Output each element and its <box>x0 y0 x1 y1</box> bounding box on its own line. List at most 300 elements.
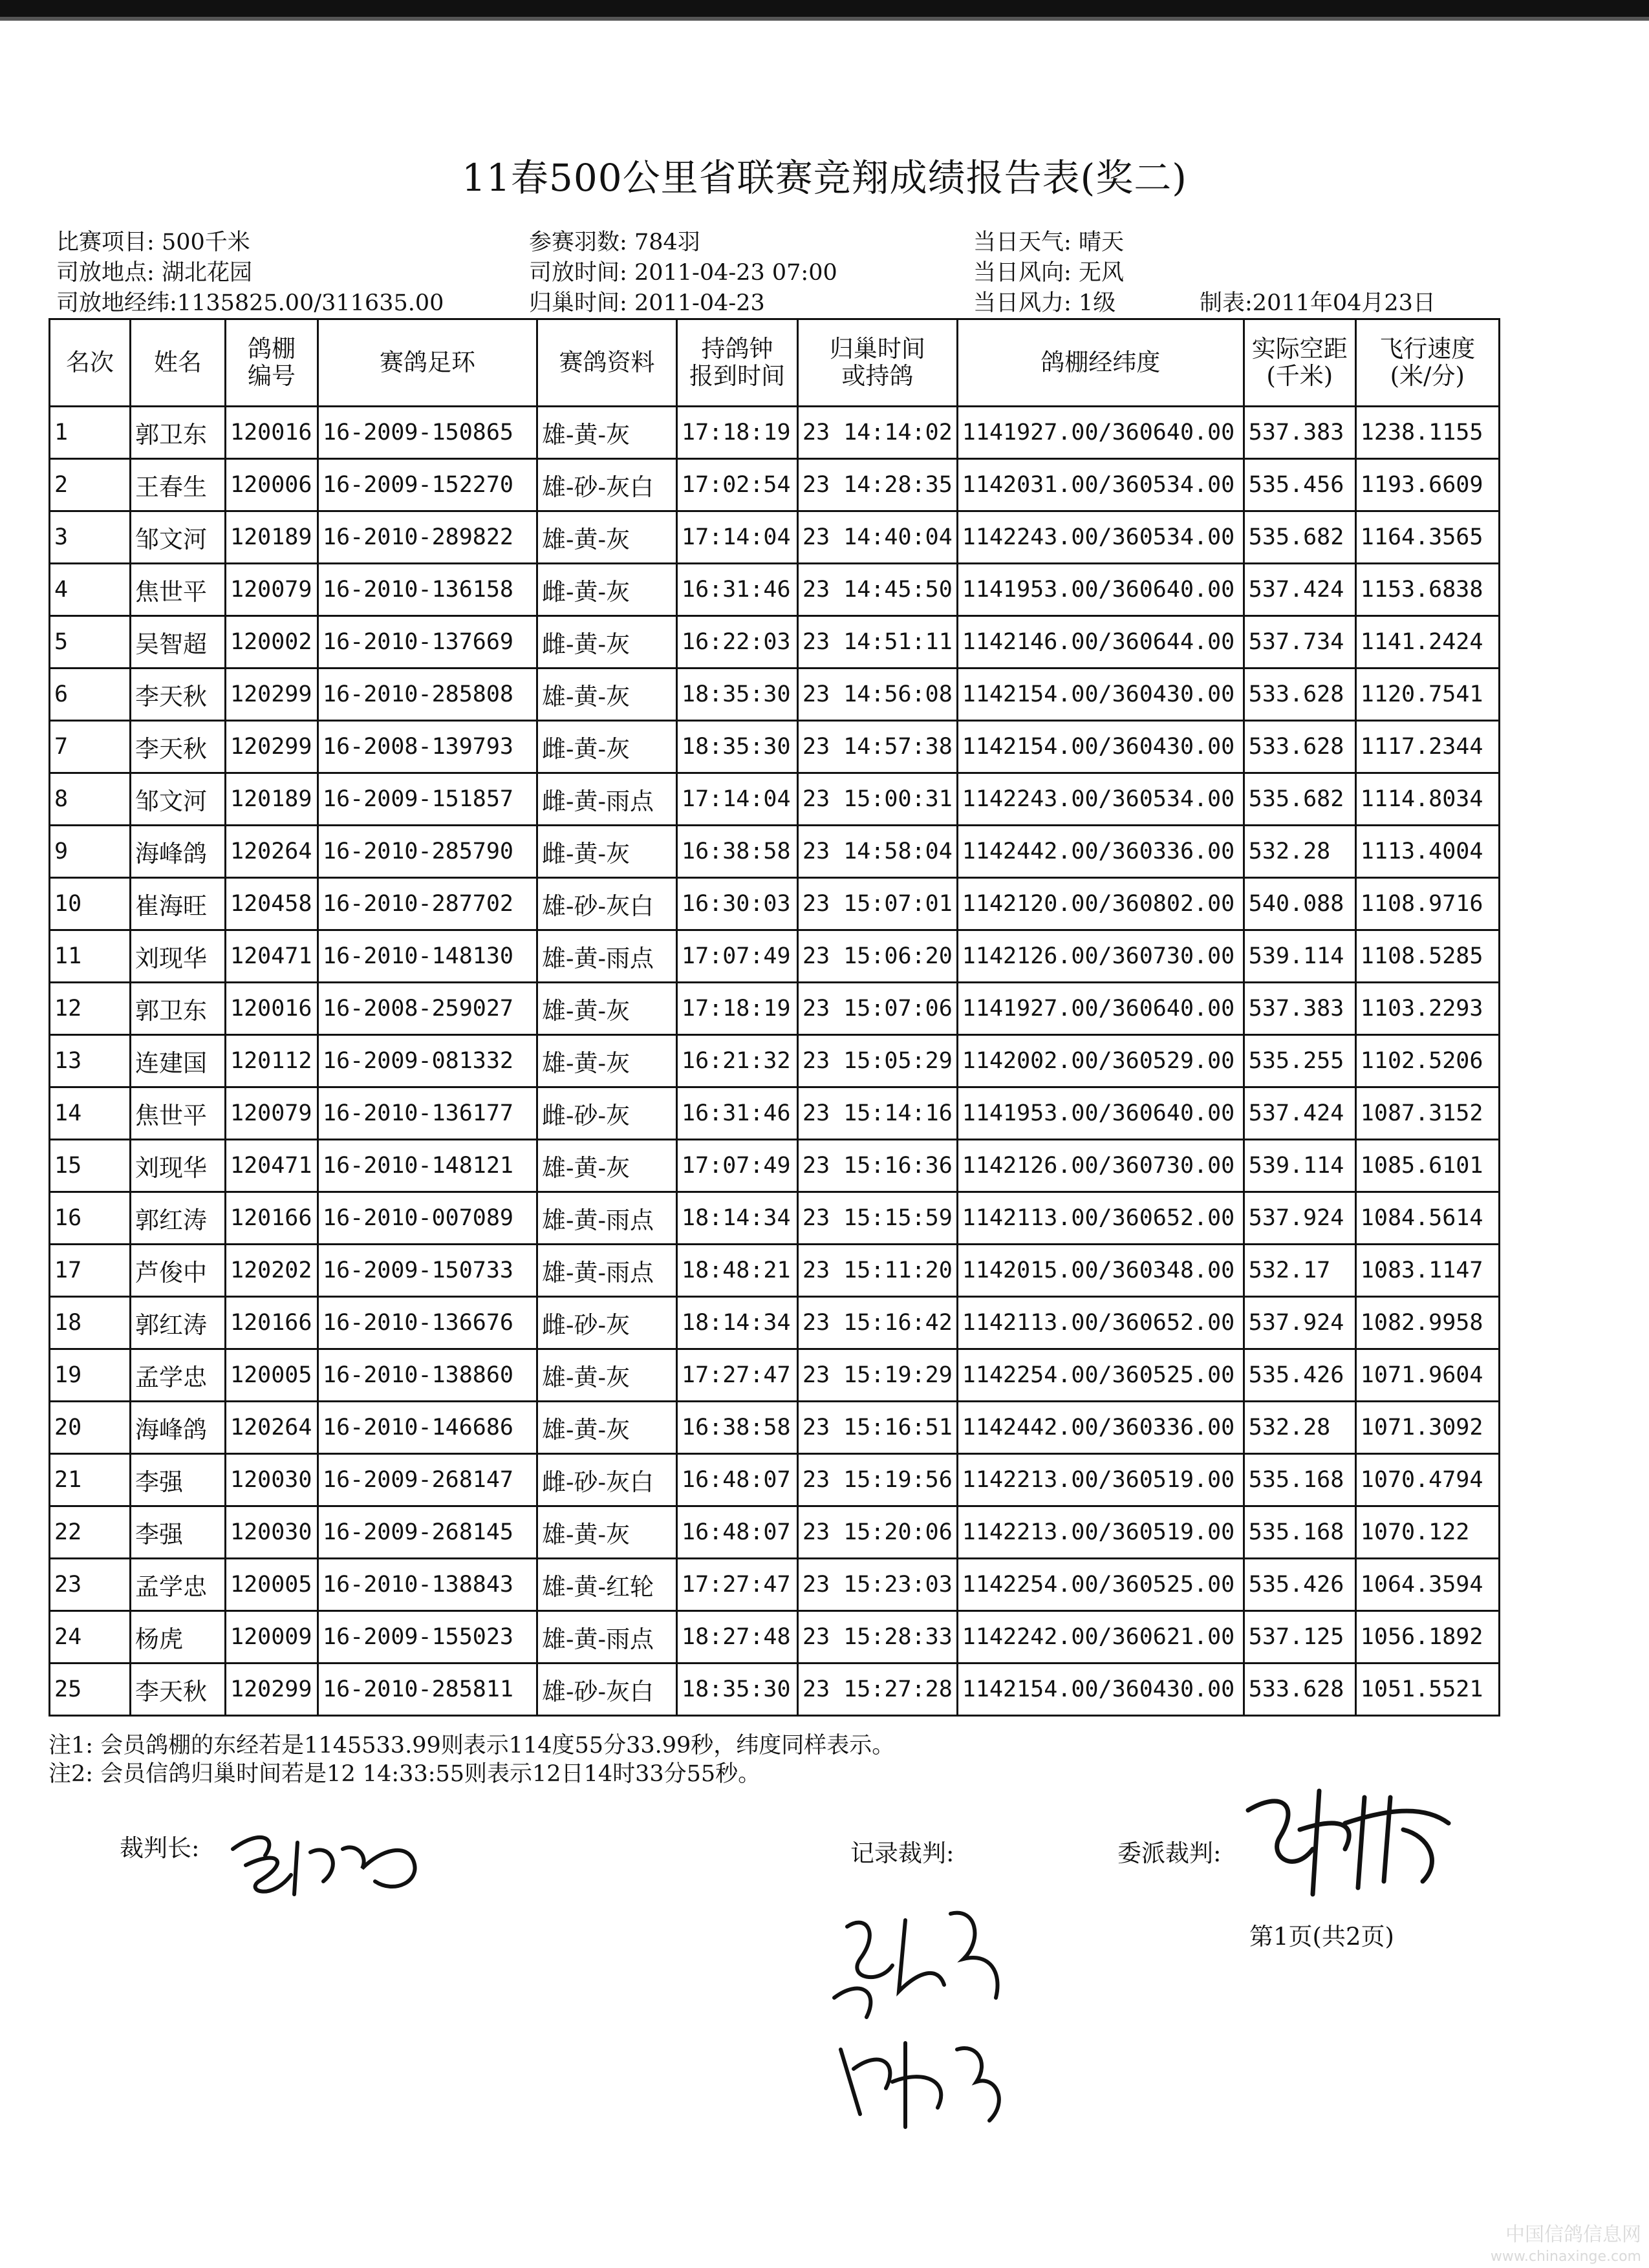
table-cell: 1142126.00/360730.00 <box>957 930 1244 983</box>
table-cell: 雌-砂-灰白 <box>537 1454 677 1506</box>
table-cell: 537.383 <box>1244 983 1355 1035</box>
table-cell: 雌-黄-灰 <box>537 826 677 878</box>
table-cell: 537.734 <box>1244 616 1355 669</box>
table-cell: 1108.9716 <box>1355 878 1499 930</box>
table-cell: 1142154.00/360430.00 <box>957 1664 1244 1716</box>
table-row <box>50 616 1500 669</box>
table-cell: 雌-黄-灰 <box>537 564 677 616</box>
table-cell: 1238.1155 <box>1355 407 1499 459</box>
table-row <box>50 878 1500 930</box>
table-cell: 1071.9604 <box>1355 1349 1499 1402</box>
column-header-line1: 名次 <box>66 348 114 376</box>
table-header-row <box>50 319 1500 407</box>
table-cell: 23 14:28:35 <box>798 459 958 511</box>
table-cell: 1164.3565 <box>1355 511 1499 564</box>
table-cell: 16-2010-136158 <box>318 564 537 616</box>
table-row <box>50 511 1500 564</box>
table-cell: 1114.8034 <box>1355 773 1499 826</box>
table-cell: 18:35:30 <box>677 721 798 773</box>
table-cell: 120166 <box>226 1192 318 1245</box>
table-cell: 16:48:07 <box>677 1454 798 1506</box>
table-cell: 533.628 <box>1244 1664 1355 1716</box>
table-row <box>50 1506 1500 1559</box>
table-cell: 1070.122 <box>1355 1506 1499 1559</box>
table-cell: 孟学忠 <box>131 1559 226 1611</box>
column-header-line1: 姓名 <box>154 348 202 376</box>
table-cell: 1141.2424 <box>1355 616 1499 669</box>
table-cell: 23 15:19:29 <box>798 1349 958 1402</box>
table-cell: 23 14:58:04 <box>798 826 958 878</box>
table-cell: 1064.3594 <box>1355 1559 1499 1611</box>
column-header <box>677 319 798 407</box>
table-cell: 539.114 <box>1244 930 1355 983</box>
table-cell: 雄-黄-雨点 <box>537 1245 677 1297</box>
table-cell: 1142254.00/360525.00 <box>957 1349 1244 1402</box>
table-cell: 李天秋 <box>131 721 226 773</box>
page-number: 第1页(共2页) <box>1249 1923 1394 1951</box>
table-cell: 120016 <box>226 407 318 459</box>
table-cell: 3 <box>50 511 131 564</box>
table-cell: 雄-黄-灰 <box>537 1506 677 1559</box>
table-cell: 535.456 <box>1244 459 1355 511</box>
table-cell: 郭卫东 <box>131 983 226 1035</box>
table-cell: 刘现华 <box>131 1140 226 1192</box>
table-row <box>50 773 1500 826</box>
table-cell: 23 15:16:42 <box>798 1297 958 1349</box>
table-cell: 16-2010-148130 <box>318 930 537 983</box>
table-cell: 19 <box>50 1349 131 1402</box>
table-cell: 535.168 <box>1244 1506 1355 1559</box>
table-cell: 刘现华 <box>131 930 226 983</box>
table-cell: 雄-黄-雨点 <box>537 1611 677 1664</box>
table-cell: 16-2010-287702 <box>318 878 537 930</box>
table-cell: 芦俊中 <box>131 1245 226 1297</box>
table-cell: 雌-黄-雨点 <box>537 773 677 826</box>
table-cell: 雄-黄-灰 <box>537 983 677 1035</box>
column-header-line1: 鸽棚 <box>248 335 296 363</box>
table-cell: 雄-砂-灰白 <box>537 459 677 511</box>
table-cell: 16-2009-268145 <box>318 1506 537 1559</box>
table-cell: 雄-黄-灰 <box>537 511 677 564</box>
table-cell: 1142146.00/360644.00 <box>957 616 1244 669</box>
table-cell: 120202 <box>226 1245 318 1297</box>
table-cell: 7 <box>50 721 131 773</box>
table-cell: 4 <box>50 564 131 616</box>
table-cell: 1051.5521 <box>1355 1664 1499 1716</box>
table-cell: 吴智超 <box>131 616 226 669</box>
results-table <box>48 318 1500 1717</box>
table-cell: 1142154.00/360430.00 <box>957 721 1244 773</box>
table-cell: 23 14:45:50 <box>798 564 958 616</box>
table-cell: 23 15:28:33 <box>798 1611 958 1664</box>
table-cell: 1142015.00/360348.00 <box>957 1245 1244 1297</box>
table-cell: 23 15:00:31 <box>798 773 958 826</box>
watermark-url: www.chinaxinge.com <box>1490 2249 1641 2265</box>
table-cell: 535.682 <box>1244 511 1355 564</box>
table-cell: 23 15:05:29 <box>798 1035 958 1087</box>
table-cell: 8 <box>50 773 131 826</box>
table-cell: 120471 <box>226 1140 318 1192</box>
table-cell: 1142243.00/360534.00 <box>957 511 1244 564</box>
table-cell: 16-2010-136676 <box>318 1297 537 1349</box>
column-header-line2: 报到时间 <box>689 362 785 390</box>
table-cell: 邹文河 <box>131 511 226 564</box>
table-cell: 18:14:34 <box>677 1297 798 1349</box>
table-cell: 1142126.00/360730.00 <box>957 1140 1244 1192</box>
meta-race-item: 比赛项目: 500千米 <box>56 230 250 255</box>
column-header-line1: 赛鸽足环 <box>380 348 475 376</box>
table-cell: 雄-黄-雨点 <box>537 930 677 983</box>
table-cell: 120030 <box>226 1506 318 1559</box>
table-cell: 杨虎 <box>131 1611 226 1664</box>
table-cell: 23 14:14:02 <box>798 407 958 459</box>
table-cell: 17:02:54 <box>677 459 798 511</box>
table-row <box>50 669 1500 721</box>
table-cell: 1113.4004 <box>1355 826 1499 878</box>
column-header <box>957 319 1244 407</box>
table-cell: 18 <box>50 1297 131 1349</box>
scan-border-top <box>0 0 1649 17</box>
column-header-line1: 赛鸽资料 <box>559 348 655 376</box>
table-cell: 1070.4794 <box>1355 1454 1499 1506</box>
table-cell: 16-2009-152270 <box>318 459 537 511</box>
table-cell: 120009 <box>226 1611 318 1664</box>
column-header-line1: 飞行速度 <box>1379 335 1476 363</box>
table-cell: 16-2010-137669 <box>318 616 537 669</box>
table-cell: 1141927.00/360640.00 <box>957 983 1244 1035</box>
meta-return-time: 归巢时间: 2011-04-23 <box>529 290 765 316</box>
table-cell: 535.168 <box>1244 1454 1355 1506</box>
table-cell: 120005 <box>226 1349 318 1402</box>
table-row <box>50 721 1500 773</box>
table-cell: 郭红涛 <box>131 1297 226 1349</box>
table-cell: 郭红涛 <box>131 1192 226 1245</box>
table-cell: 15 <box>50 1140 131 1192</box>
table-cell: 17:18:19 <box>677 407 798 459</box>
table-cell: 17:14:04 <box>677 511 798 564</box>
table-row <box>50 826 1500 878</box>
table-cell: 16:22:03 <box>677 616 798 669</box>
table-cell: 535.426 <box>1244 1349 1355 1402</box>
column-header-line2: 或持鸽 <box>841 362 914 390</box>
table-cell: 23 15:19:56 <box>798 1454 958 1506</box>
table-cell: 李强 <box>131 1454 226 1506</box>
table-cell: 1087.3152 <box>1355 1087 1499 1140</box>
table-cell: 120299 <box>226 721 318 773</box>
table-cell: 16-2009-150733 <box>318 1245 537 1297</box>
table-cell: 537.924 <box>1244 1192 1355 1245</box>
column-header-line2: (千米) <box>1266 362 1333 390</box>
table-cell: 1 <box>50 407 131 459</box>
table-cell: 1193.6609 <box>1355 459 1499 511</box>
chief-referee-signature <box>220 1804 433 1914</box>
watermark-name: 中国信鸽信息网 <box>1505 2223 1641 2246</box>
meta-entries: 参赛羽数: 784羽 <box>529 230 700 255</box>
table-cell: 1153.6838 <box>1355 564 1499 616</box>
table-cell: 1082.9958 <box>1355 1297 1499 1349</box>
table-cell: 孟学忠 <box>131 1349 226 1402</box>
table-row <box>50 1349 1500 1402</box>
table-cell: 23 15:07:01 <box>798 878 958 930</box>
table-cell: 1103.2293 <box>1355 983 1499 1035</box>
note-2: 注2: 会员信鸽归巢时间若是12 14:33:55则表示12日14时33分55秒。 <box>48 1761 761 1787</box>
table-cell: 23 15:27:28 <box>798 1664 958 1716</box>
table-cell: 1084.5614 <box>1355 1192 1499 1245</box>
table-cell: 16-2009-150865 <box>318 407 537 459</box>
table-cell: 23 15:06:20 <box>798 930 958 983</box>
table-cell: 海峰鸽 <box>131 826 226 878</box>
table-cell: 22 <box>50 1506 131 1559</box>
table-cell: 18:35:30 <box>677 1664 798 1716</box>
table-cell: 雌-砂-灰 <box>537 1297 677 1349</box>
table-row <box>50 1087 1500 1140</box>
table-cell: 1056.1892 <box>1355 1611 1499 1664</box>
chief-referee-label: 裁判长: <box>120 1834 200 1862</box>
meta-column-2 <box>529 228 837 319</box>
meta-release-time: 司放时间: 2011-04-23 07:00 <box>529 260 837 286</box>
table-cell: 雌-黄-灰 <box>537 721 677 773</box>
table-row <box>50 1297 1500 1349</box>
table-cell: 13 <box>50 1035 131 1087</box>
meta-release-coords: 司放地经纬:1135825.00/311635.00 <box>56 290 444 316</box>
table-cell: 1142113.00/360652.00 <box>957 1297 1244 1349</box>
column-header <box>1355 319 1499 407</box>
table-cell: 16:21:32 <box>677 1035 798 1087</box>
table-row <box>50 407 1500 459</box>
table-cell: 16-2010-146686 <box>318 1402 537 1454</box>
report-title: 11春500公里省联赛竞翔成绩报告表(奖二) <box>462 156 1187 200</box>
table-cell: 1117.2344 <box>1355 721 1499 773</box>
table-cell: 23 15:16:51 <box>798 1402 958 1454</box>
table-cell: 连建国 <box>131 1035 226 1087</box>
column-header-line1: 归巢时间 <box>829 335 925 363</box>
meta-release-place: 司放地点: 湖北花园 <box>56 260 252 286</box>
table-cell: 17:14:04 <box>677 773 798 826</box>
table-cell: 537.924 <box>1244 1297 1355 1349</box>
table-cell: 23 14:40:04 <box>798 511 958 564</box>
column-header <box>537 319 677 407</box>
table-cell: 雄-黄-灰 <box>537 1140 677 1192</box>
column-header <box>798 319 958 407</box>
table-cell: 120189 <box>226 511 318 564</box>
table-cell: 1108.5285 <box>1355 930 1499 983</box>
table-cell: 120030 <box>226 1454 318 1506</box>
meta-column-3 <box>973 228 1124 319</box>
table-cell: 1142031.00/360534.00 <box>957 459 1244 511</box>
table-cell: 雄-黄-红轮 <box>537 1559 677 1611</box>
meta-wind-direction: 当日风向: 无风 <box>973 260 1124 286</box>
table-cell: 535.255 <box>1244 1035 1355 1087</box>
table-cell: 120189 <box>226 773 318 826</box>
table-cell: 537.424 <box>1244 1087 1355 1140</box>
table-cell: 17:27:47 <box>677 1559 798 1611</box>
table-cell: 1142242.00/360621.00 <box>957 1611 1244 1664</box>
table-cell: 雄-黄-雨点 <box>537 1192 677 1245</box>
table-cell: 郭卫东 <box>131 407 226 459</box>
table-cell: 120471 <box>226 930 318 983</box>
table-cell: 1085.6101 <box>1355 1140 1499 1192</box>
meta-weather: 当日天气: 晴天 <box>973 230 1124 255</box>
table-cell: 雄-黄-灰 <box>537 1035 677 1087</box>
table-cell: 535.426 <box>1244 1559 1355 1611</box>
table-cell: 18:27:48 <box>677 1611 798 1664</box>
table-cell: 1083.1147 <box>1355 1245 1499 1297</box>
delegate-referee-label: 委派裁判: <box>1117 1839 1222 1867</box>
table-cell: 23 <box>50 1559 131 1611</box>
table-cell: 1141953.00/360640.00 <box>957 564 1244 616</box>
table-cell: 18:35:30 <box>677 669 798 721</box>
table-cell: 1120.7541 <box>1355 669 1499 721</box>
table-cell: 23 15:07:06 <box>798 983 958 1035</box>
table-cell: 535.682 <box>1244 773 1355 826</box>
table-cell: 16-2010-138860 <box>318 1349 537 1402</box>
table-cell: 21 <box>50 1454 131 1506</box>
table-cell: 23 15:11:20 <box>798 1245 958 1297</box>
table-cell: 9 <box>50 826 131 878</box>
table-cell: 23 14:57:38 <box>798 721 958 773</box>
table-cell: 120299 <box>226 1664 318 1716</box>
notes <box>48 1731 894 1788</box>
table-body <box>50 407 1500 1716</box>
table-cell: 16:30:03 <box>677 878 798 930</box>
table-cell: 537.383 <box>1244 407 1355 459</box>
table-cell: 23 15:16:36 <box>798 1140 958 1192</box>
table-cell: 16:31:46 <box>677 1087 798 1140</box>
table-row <box>50 1559 1500 1611</box>
table-cell: 16-2010-148121 <box>318 1140 537 1192</box>
table-cell: 16-2010-289822 <box>318 511 537 564</box>
table-cell: 120112 <box>226 1035 318 1087</box>
watermark <box>1447 2224 1641 2268</box>
table-cell: 11 <box>50 930 131 983</box>
note-1: 注1: 会员鸽棚的东经若是1145533.99则表示114度55分33.99秒，纬度同样表示。 <box>48 1733 895 1759</box>
table-cell: 1142213.00/360519.00 <box>957 1506 1244 1559</box>
table-cell: 焦世平 <box>131 1087 226 1140</box>
table-row <box>50 983 1500 1035</box>
delegate-referee-signature <box>1229 1771 1474 1907</box>
table-cell: 1142213.00/360519.00 <box>957 1454 1244 1506</box>
table-cell: 120166 <box>226 1297 318 1349</box>
table-cell: 23 14:51:11 <box>798 616 958 669</box>
table-cell: 533.628 <box>1244 669 1355 721</box>
column-header-line1: 实际空距 <box>1251 335 1348 363</box>
table-row <box>50 1454 1500 1506</box>
table-cell: 17:07:49 <box>677 1140 798 1192</box>
table-cell: 23 15:15:59 <box>798 1192 958 1245</box>
table-cell: 533.628 <box>1244 721 1355 773</box>
table-cell: 23 15:14:16 <box>798 1087 958 1140</box>
table-cell: 14 <box>50 1087 131 1140</box>
table-cell: 12 <box>50 983 131 1035</box>
table-cell: 120458 <box>226 878 318 930</box>
table-cell: 23 15:20:06 <box>798 1506 958 1559</box>
table-cell: 1071.3092 <box>1355 1402 1499 1454</box>
column-header-line2: (米/分) <box>1390 362 1465 390</box>
table-cell: 1142442.00/360336.00 <box>957 826 1244 878</box>
table-cell: 16 <box>50 1192 131 1245</box>
table-cell: 18:48:21 <box>677 1245 798 1297</box>
table-cell: 120079 <box>226 564 318 616</box>
table-cell: 王春生 <box>131 459 226 511</box>
table-cell: 18:14:34 <box>677 1192 798 1245</box>
table-cell: 16-2010-138843 <box>318 1559 537 1611</box>
table-cell: 16-2010-285811 <box>318 1664 537 1716</box>
table-cell: 120079 <box>226 1087 318 1140</box>
table-cell: 1141953.00/360640.00 <box>957 1087 1244 1140</box>
table-cell: 16-2008-139793 <box>318 721 537 773</box>
table-cell: 16:48:07 <box>677 1506 798 1559</box>
table-cell: 120006 <box>226 459 318 511</box>
table-cell: 23 15:23:03 <box>798 1559 958 1611</box>
meta-wind-force: 当日风力: 1级 <box>973 290 1116 316</box>
table-cell: 李天秋 <box>131 1664 226 1716</box>
table-cell: 1142113.00/360652.00 <box>957 1192 1244 1245</box>
table-cell: 16:38:58 <box>677 826 798 878</box>
table-cell: 16-2010-285808 <box>318 669 537 721</box>
table-cell: 16-2009-268147 <box>318 1454 537 1506</box>
table-cell: 25 <box>50 1664 131 1716</box>
table-cell: 16-2010-285790 <box>318 826 537 878</box>
table-row <box>50 930 1500 983</box>
table-cell: 120264 <box>226 1402 318 1454</box>
table-cell: 雌-黄-灰 <box>537 616 677 669</box>
table-cell: 16:31:46 <box>677 564 798 616</box>
table-cell: 李天秋 <box>131 669 226 721</box>
table-cell: 120002 <box>226 616 318 669</box>
table-cell: 2 <box>50 459 131 511</box>
table-cell: 1142154.00/360430.00 <box>957 669 1244 721</box>
column-header-line2: 编号 <box>248 362 296 390</box>
table-cell: 雄-砂-灰白 <box>537 1664 677 1716</box>
table-cell: 23 14:56:08 <box>798 669 958 721</box>
table-cell: 540.088 <box>1244 878 1355 930</box>
table-cell: 1142254.00/360525.00 <box>957 1559 1244 1611</box>
table-cell: 120016 <box>226 983 318 1035</box>
table-cell: 17:27:47 <box>677 1349 798 1402</box>
table-row <box>50 1245 1500 1297</box>
column-header <box>318 319 537 407</box>
table-row <box>50 1664 1500 1716</box>
column-header-line1: 持鸽钟 <box>701 335 773 363</box>
meta-column-1 <box>56 228 444 319</box>
scan-border-shadow <box>0 17 1649 21</box>
recorder-referee-label: 记录裁判: <box>850 1839 954 1867</box>
table-cell: 17:18:19 <box>677 983 798 1035</box>
table-cell: 雌-砂-灰 <box>537 1087 677 1140</box>
table-cell: 焦世平 <box>131 564 226 616</box>
table-row <box>50 1035 1500 1087</box>
recorder-referee-signature <box>808 1888 1054 2159</box>
table-row <box>50 1611 1500 1664</box>
table-cell: 532.28 <box>1244 826 1355 878</box>
table-cell: 5 <box>50 616 131 669</box>
table-cell: 1102.5206 <box>1355 1035 1499 1087</box>
table-cell: 李强 <box>131 1506 226 1559</box>
table-cell: 雄-黄-灰 <box>537 669 677 721</box>
table-cell: 16-2009-151857 <box>318 773 537 826</box>
meta-made-date: 制表:2011年04月23日 <box>1200 290 1436 316</box>
table-cell: 537.424 <box>1244 564 1355 616</box>
table-cell: 24 <box>50 1611 131 1664</box>
table-cell: 海峰鸽 <box>131 1402 226 1454</box>
table-row <box>50 1140 1500 1192</box>
table-cell: 532.17 <box>1244 1245 1355 1297</box>
table-cell: 16-2008-259027 <box>318 983 537 1035</box>
table-cell: 537.125 <box>1244 1611 1355 1664</box>
table-cell: 雄-砂-灰白 <box>537 878 677 930</box>
table-row <box>50 1402 1500 1454</box>
table-cell: 1142002.00/360529.00 <box>957 1035 1244 1087</box>
